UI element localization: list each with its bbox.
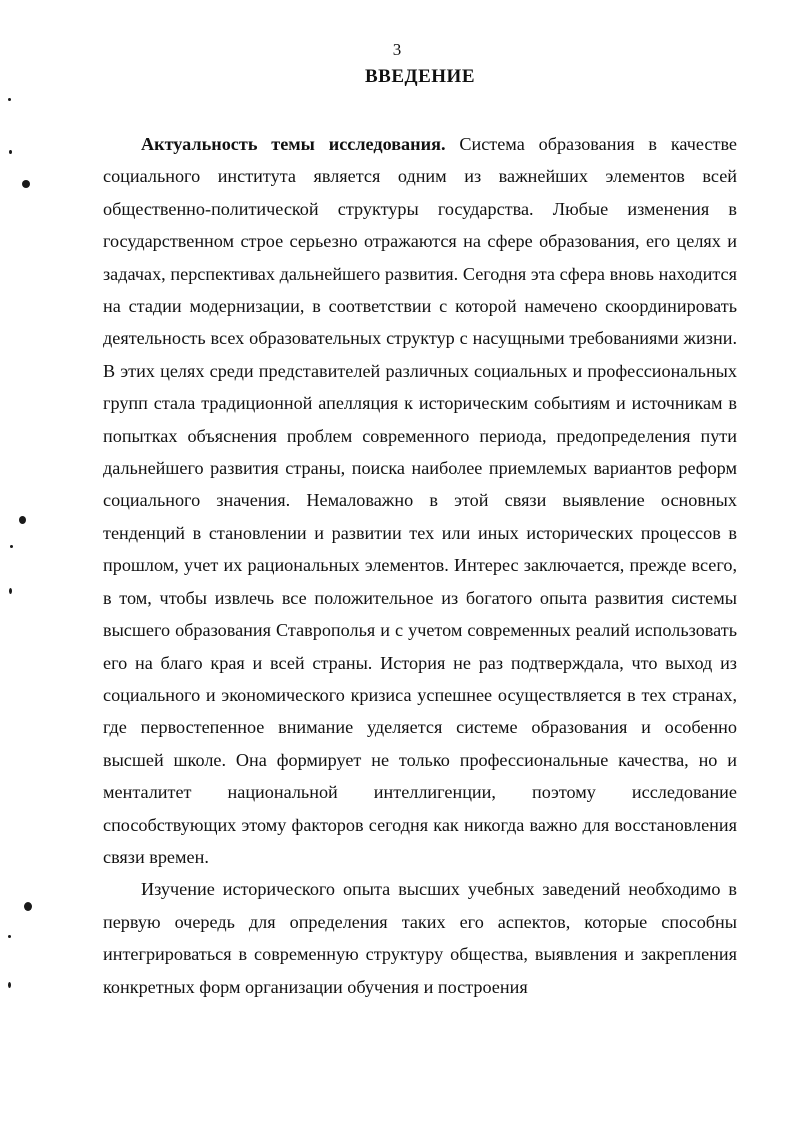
scan-speck xyxy=(8,982,11,988)
scan-speck xyxy=(10,545,13,548)
scan-speck xyxy=(9,150,12,154)
scan-speck xyxy=(9,588,12,594)
page-title: ВВЕДЕНИЕ xyxy=(365,66,475,87)
scan-speck xyxy=(24,902,32,911)
paragraph-text: Система образования в качестве социального института является одним из важнейших элементов всей общественно-политической структуры государства. Любые изменения в государственном строе серьезно отражаются на сфере образования, его целях и задачах, перспективах дальнейшего развития. Сегодня эта сфера вновь находится на стадии модернизации, в соответствии с которой намечено скоординировать деятельность всех образовательных структур с насущными требованиями жизни. В этих целях среди представителей различных социальных и профессиональных групп стала традиционной апелляция к историческим событиям и источникам в попытках объяснения проблем современного периода, предопределения пути дальнейшего развития страны, поиска наиболее приемлемых вариантов реформ социального значения. Немаловажно в этой связи выявление основных тенденций в становлении и развитии тех или иных исторических процессов в прошлом, учет их рациональных элементов. Интерес заключается, прежде всего, в том, чтобы извлечь все положительное из богатого опыта развития системы высшего образования Ставрополья и с учетом современных реалий использовать его на благо края и всей страны. История не раз подтверждала, что выход из социального и экономического кризиса успешнее осуществляется в тех странах, где первостепенное внимание уделяется системе образования и особенно высшей школе. Она формирует не только профессиональные качества, но и менталитет национальной интеллигенции, поэтому исследование способствующих этому факторов сегодня как никогда важно для восстановления связи времен. xyxy=(103,134,737,867)
scan-speck xyxy=(19,516,26,524)
scan-speck xyxy=(8,98,11,101)
document-body xyxy=(103,128,737,1003)
paragraph-text: Изучение исторического опыта высших учебных заведений необходимо в первую очередь для определения таких его аспектов, которые способны интегрироваться в современную структуру общества, выявления и закрепления конкретных форм организации обучения и построения xyxy=(103,879,737,997)
paragraph-historical-study xyxy=(103,873,737,1003)
paragraph-relevance xyxy=(103,128,737,873)
scan-speck xyxy=(22,180,30,188)
page-number: 3 xyxy=(392,40,402,59)
scan-speck xyxy=(8,935,11,938)
paragraph-lead: Актуальность темы исследования. xyxy=(141,134,446,154)
